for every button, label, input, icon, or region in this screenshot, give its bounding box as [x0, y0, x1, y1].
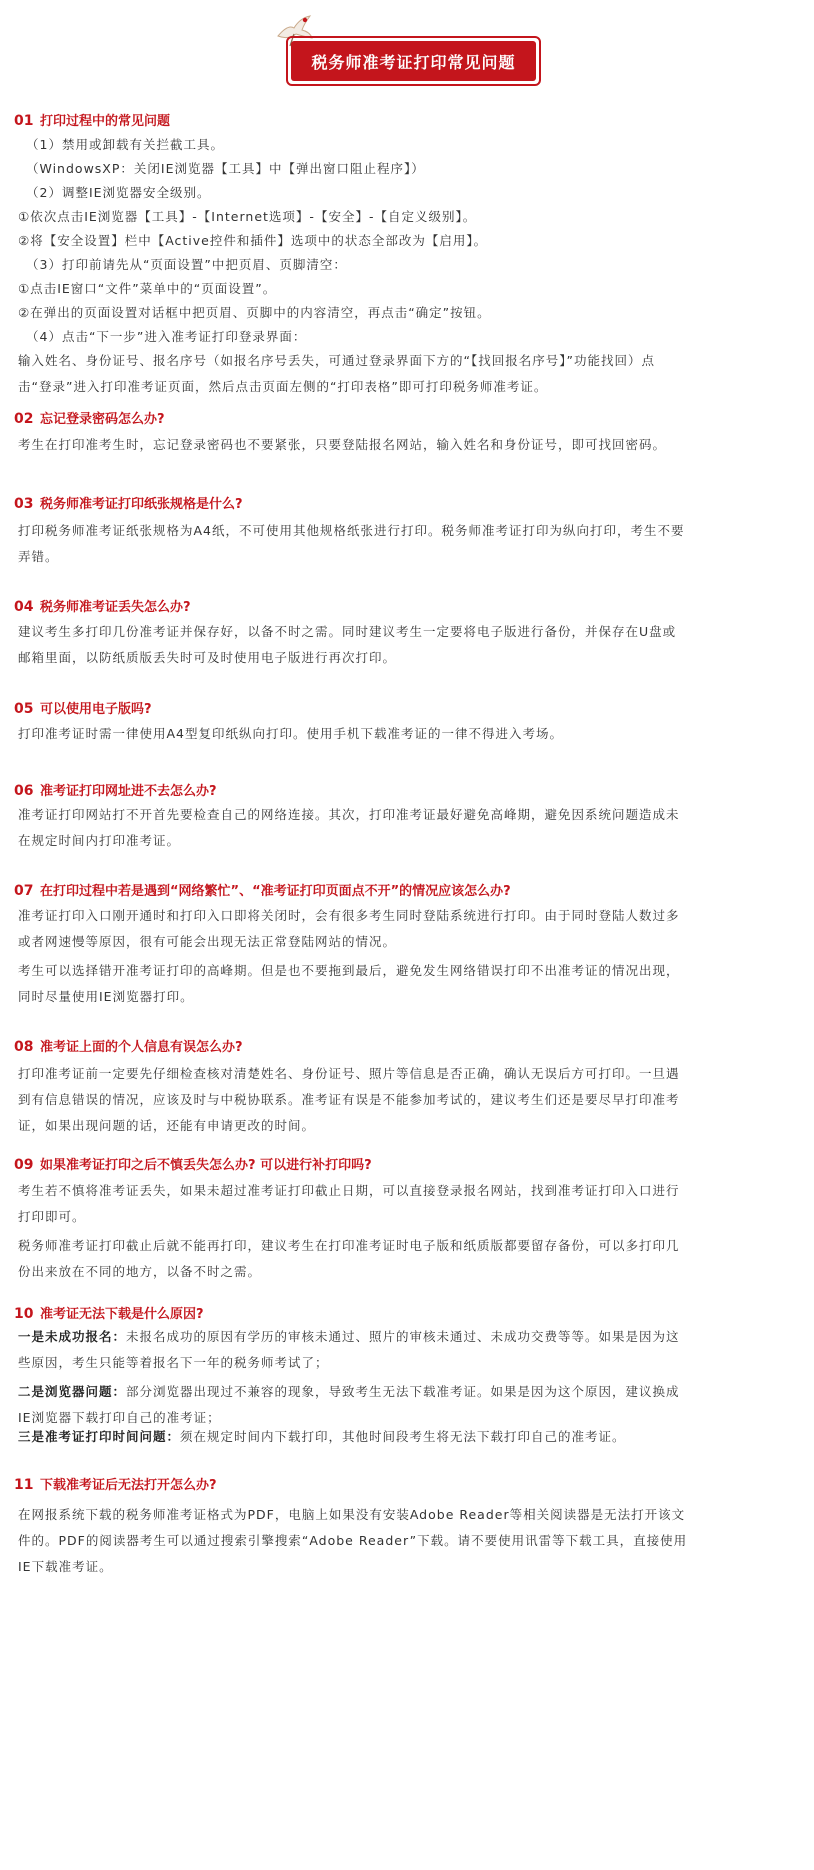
faq-question-05 — [14, 698, 804, 717]
question-number: 10 — [14, 1306, 34, 1322]
question-number: 03 — [14, 496, 34, 512]
answer-paragraph: ①依次点击IE浏览器【工具】-【Internet选项】-【安全】-【自定义级别】。 — [18, 209, 477, 224]
question-number: 09 — [14, 1157, 34, 1173]
question-title: 忘记登录密码怎么办? — [40, 412, 165, 427]
answer-paragraph: 准考证打印入口刚开通时和打印入口即将关闭时，会有很多考生同时登陆系统进行打印。由于同时登陆人数过多或者网速慢等原因，很有可能会出现无法正常登陆网站的情况。 — [18, 908, 680, 949]
question-title: 准考证打印网址进不去怎么办? — [40, 784, 217, 799]
answer-paragraph: 输入姓名、身份证号、报名序号（如报名序号丢失，可通过登录界面下方的“【找回报名序号】”功能找回）点击“登录”进入打印准考证页面，然后点击页面左侧的“打印表格”即可打印税务师准考证。 — [18, 353, 655, 394]
question-number: 01 — [14, 113, 34, 129]
answer-paragraph: 准考证打印网站打不开首先要检查自己的网络连接。其次，打印准考证最好避免高峰期，避免因系统问题造成未在规定时间内打印准考证。 — [18, 807, 680, 848]
question-number: 02 — [14, 411, 34, 427]
answer-paragraph: （3）打印前请先从“页面设置”中把页眉、页脚清空： — [26, 257, 347, 272]
answer-paragraph: 打印准考证前一定要先仔细检查核对清楚姓名、身份证号、照片等信息是否正确，确认无误后方可打印。一旦遇到有信息错误的情况，应该及时与中税协联系。准考证有误是不能参加考试的，建议考生们还是要尽早打印准考证，如果出现问题的话，还能有申请更改的时间。 — [18, 1066, 680, 1133]
answer-paragraph: 在网报系统下载的税务师准考证格式为PDF，电脑上如果没有安装Adobe Reader等相关阅读器是无法打开该文件的。PDF的阅读器考生可以通过搜索引擎搜索“Adobe Reader”下载。请不要使用讯雷等下载工具，直接使用IE下载准考证。 — [18, 1507, 688, 1574]
faq-question-06 — [14, 780, 804, 799]
answer-paragraph: 税务师准考证打印截止后就不能再打印，建议考生在打印准考证时电子版和纸质版都要留存备份，可以多打印几份出来放在不同的地方，以备不时之需。 — [18, 1238, 680, 1279]
answer-item — [18, 1324, 688, 1376]
page-title: 税务师准考证打印常见问题 — [291, 41, 536, 81]
answer-paragraph: 考生若不慎将准考证丢失，如果未超过准考证打印截止日期，可以直接登录报名网站，找到准考证打印入口进行打印即可。 — [18, 1183, 680, 1224]
answer-paragraph: 打印准考证时需一律使用A4型复印纸纵向打印。使用手机下载准考证的一律不得进入考场。 — [18, 726, 564, 741]
header — [0, 0, 814, 110]
faq-question-02 — [14, 408, 804, 427]
answer-paragraph: （WindowsXP：关闭IE浏览器【工具】中【弹出窗口阻止程序】） — [26, 161, 425, 176]
item-text: 部分浏览器出现过不兼容的现象，导致考生无法下载准考证。如果是因为这个原因，建议换成IE浏览器下载打印自己的准考证； — [18, 1384, 680, 1425]
title-badge — [286, 36, 541, 86]
faq-question-10 — [14, 1303, 804, 1322]
question-number: 07 — [14, 883, 34, 899]
question-number: 04 — [14, 599, 34, 615]
faq-question-11 — [14, 1474, 804, 1493]
faq-question-01 — [14, 110, 804, 129]
answer-paragraph: ①点击IE窗口“文件”菜单中的“页面设置”。 — [18, 281, 277, 296]
item-text: 未报名成功的原因有学历的审核未通过、照片的审核未通过、未成功交费等等。如果是因为这些原因，考生只能等着报名下一年的税务师考试了； — [18, 1329, 680, 1370]
answer-paragraph: ②在弹出的页面设置对话框中把页眉、页脚中的内容清空，再点击“确定”按钮。 — [18, 305, 491, 320]
answer-paragraph: 考生在打印准考生时，忘记登录密码也不要紧张，只要登陆报名网站，输入姓名和身份证号，即可找回密码。 — [18, 437, 667, 452]
answer-paragraph: （4）点击“下一步”进入准考证打印登录界面： — [26, 329, 307, 344]
question-title: 准考证上面的个人信息有误怎么办? — [40, 1040, 243, 1055]
faq-question-03 — [14, 493, 804, 512]
faq-question-08 — [14, 1036, 804, 1055]
answer-paragraph: 考生可以选择错开准考证打印的高峰期。但是也不要拖到最后，避免发生网络错误打印不出准考证的情况出现，同时尽量使用IE浏览器打印。 — [18, 963, 680, 1004]
faq-list — [14, 110, 804, 1870]
item-lead: 一是未成功报名： — [18, 1329, 127, 1344]
answer-paragraph: （1）禁用或卸载有关拦截工具。 — [26, 137, 224, 152]
item-lead: 三是准考证打印时间问题： — [18, 1429, 181, 1444]
answer-item — [18, 1424, 688, 1450]
item-text: 须在规定时间内下载打印，其他时间段考生将无法下载打印自己的准考证。 — [180, 1429, 626, 1444]
question-title: 可以使用电子版吗? — [40, 702, 152, 717]
faq-question-04 — [14, 596, 804, 615]
question-title: 下载准考证后无法打开怎么办? — [40, 1478, 217, 1493]
question-title: 税务师准考证丢失怎么办? — [40, 600, 191, 615]
question-number: 06 — [14, 783, 34, 799]
answer-paragraph: 建议考生多打印几份准考证并保存好，以备不时之需。同时建议考生一定要将电子版进行备份，并保存在U盘或邮箱里面，以防纸质版丢失时可及时使用电子版进行再次打印。 — [18, 624, 677, 665]
question-number: 08 — [14, 1039, 34, 1055]
answer-paragraph: （2）调整IE浏览器安全级别。 — [26, 185, 211, 200]
answer-paragraph: 打印税务师准考证纸张规格为A4纸，不可使用其他规格纸张进行打印。税务师准考证打印为纵向打印，考生不要弄错。 — [18, 523, 685, 564]
item-lead: 二是浏览器问题： — [18, 1384, 127, 1399]
question-title: 在打印过程中若是遇到“网络繁忙”、“准考证打印页面点不开”的情况应该怎么办? — [40, 884, 511, 899]
question-title: 准考证无法下载是什么原因? — [40, 1307, 204, 1322]
faq-question-09 — [14, 1154, 804, 1173]
question-title: 如果准考证打印之后不慎丢失怎么办? 可以进行补打印吗? — [40, 1158, 372, 1173]
faq-question-07 — [14, 880, 804, 899]
answer-paragraph: ②将【安全设置】栏中【Active控件和插件】选项中的状态全部改为【启用】。 — [18, 233, 488, 248]
question-number: 05 — [14, 701, 34, 717]
question-title: 打印过程中的常见问题 — [40, 114, 171, 129]
question-number: 11 — [14, 1477, 34, 1493]
question-title: 税务师准考证打印纸张规格是什么? — [40, 497, 243, 512]
